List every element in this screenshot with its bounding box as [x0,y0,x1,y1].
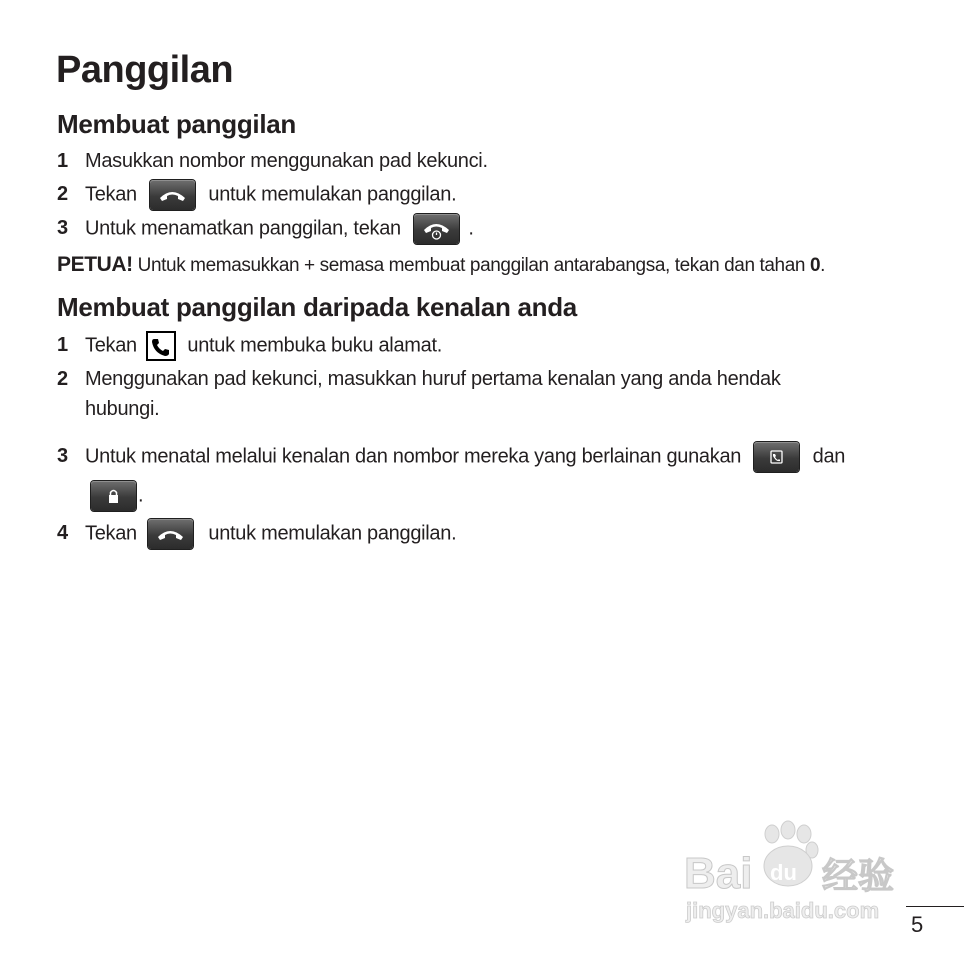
end-key-icon [414,214,459,244]
step-3-end-call [57,213,914,244]
step-1-open-contacts [57,330,914,361]
tip-note [57,250,924,281]
step-number: 2 [57,183,68,205]
step-text: Menggunakan pad kekunci, masukkan huruf pertama kenalan yang anda hendak hubungi. [85,368,781,420]
step-4-press-call [57,518,914,549]
tip-label: PETUA! [57,253,133,276]
step-text-after: untuk memulakan panggilan. [208,183,457,206]
baidu-jingyan-watermark [684,818,904,933]
svg-text:经验: 经验 [822,856,895,897]
tip-end: . [820,255,825,276]
section-heading-make-call: Membuat panggilan [57,109,297,139]
svg-text:du: du [770,860,797,885]
step-text-before: Untuk menatal melalui kenalan dan nombor mereka yang berlainan gunakan [85,445,742,468]
step-2-type-letter [57,364,914,424]
step-text-middle: dan [812,445,846,468]
svg-text:Bai: Bai [684,849,753,898]
step-text-before: Tekan [85,183,137,206]
tip-key: 0 [809,255,821,276]
lock-key-icon [91,481,136,511]
tip-text: Untuk memasukkan + semasa membuat panggilan antarabangsa, tekan dan tahan [137,255,806,276]
section-heading-call-contacts: Membuat panggilan daripada kenalan anda [57,292,577,322]
step-number: 3 [57,445,68,467]
watermark-url: jingyan.baidu.com [686,898,880,923]
contacts-key-icon [146,331,176,361]
footer-rule [906,906,964,907]
step-1-enter-number [57,146,914,176]
step-text-before: Tekan [85,334,137,357]
step-text-before: Tekan [85,522,137,545]
step-text-after: untuk memulakan panggilan. [208,522,457,545]
step-number: 1 [57,334,68,356]
call-key-icon [148,519,193,549]
step-number: 4 [57,522,68,544]
page-title: Panggilan [56,49,234,91]
step-text-before: Untuk menamatkan panggilan, tekan [85,217,401,240]
step-text-after: untuk membuka buku alamat. [187,334,442,357]
step-number: 3 [57,217,68,239]
call-key-icon [150,180,195,210]
step-number: 2 [57,368,68,390]
step-3-scroll-contacts [57,437,914,514]
page-number: 5 [911,912,924,937]
contacts-side-key-icon [754,442,799,472]
step-text-after: . [138,484,144,507]
step-2-press-call [57,179,914,210]
step-number: 1 [57,150,68,172]
step-text: Masukkan nombor menggunakan pad kekunci. [85,150,488,172]
step-text-after: . [468,217,474,240]
